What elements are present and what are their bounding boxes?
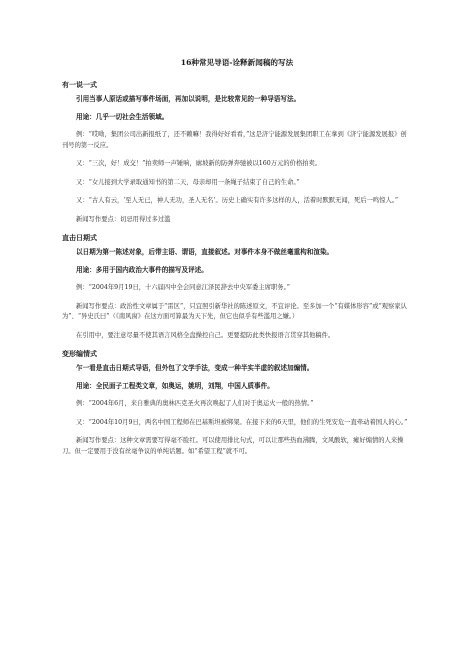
example-paragraph: 例：“哎呦，集团公司出新报纸了，还不赖嘛！我得好好看看，”这是济宁能源发展集团职工在拿到《济宁能源发展报》创刊号的第一反应。: [62, 131, 407, 149]
example-paragraph: 又：“女儿接到大学录取通知书的第二天，母亲却用一条绳子结束了自己的生命。”: [76, 178, 300, 186]
example-paragraph: 例：“2004年6月，来自雅典的奥林匹克圣火再次唤起了人们对于奥运火一般的热情。”: [76, 400, 314, 407]
document-page: [62, 58, 412, 465]
section-usage: 用途：几乎一切社会生活领域。: [76, 113, 169, 121]
section-zhiji-riqi: [62, 233, 412, 341]
section-usage: 用途：多用于国内政治大事件的描写及评述。: [76, 266, 208, 274]
writing-tip: 在引用中，要注意尽量不使其语言风格全盘操控自己。更要提防此类快报语言贯穿其他稿件。: [76, 331, 335, 339]
section-lead: 引用当事人原话或描写事件场面，再加以说明，是比较常见的一种导语写法。: [76, 95, 301, 103]
section-heading: 有一说一式: [62, 80, 97, 89]
section-lead: 乍一看是直击日期式导语，但外包了文学手法，变成一种半实半虚的叙述加煽情。: [76, 364, 314, 372]
example-paragraph: 例：“2004年9月19日，十六届四中全会同意江泽民辞去中央军委主席职务。”: [76, 284, 290, 291]
section-youyishuoyi: [62, 80, 412, 225]
writing-tip: 新闻写作要点：这种文章需要写得毫不脸红。可以使用排比句式，可以让那些热血沸腾，文风酸软，瘫好煽情的人来操刀。但一定要用于没有丝毫争议的单纯话题。如“希望工程”就不可。: [62, 437, 404, 455]
section-bianxing-bianqing: [62, 349, 412, 457]
writing-tip: 新闻写作要点：政治性文章属于“雷区”，只宜照引新华社的陈述原文，不宜评论。至多加一个“有媒体形容”或“观察家认为”、“异史氏曰”（《南风窗》在这方面可算最为天下先，但它也似乎有些滥用之嫌。）: [62, 302, 407, 320]
section-heading: 直击日期式: [62, 233, 97, 242]
document-title: 16种常见导语-诠释新闻稿的写法: [180, 58, 294, 67]
example-paragraph: 又：“2004年10月9日，两名中国工程师在巴基斯坦被绑架。在接下来的6天里，他们的生死安危一直牵动着国人的心。”: [76, 418, 408, 426]
section-heading: 变形编情式: [62, 349, 97, 358]
writing-tip: 新闻写作要点：切忌用得过多过滥: [76, 215, 171, 223]
example-paragraph: 又：“古人有云，‘至人无已，神人无功，圣人无名’。历史上确实有许多这样的人，活着时默默无闻，死后一鸣惊人。”: [76, 197, 399, 204]
section-lead: 以日期为第一陈述对象，后带主语、谓语，直接叙述。对事件本身不做丝毫重构和渲染。: [76, 248, 334, 256]
example-paragraph: 又：“三次，好！成交！”拍卖师一声锤响，廓坡新的防弹奔驰被以160万元的价格拍卖。: [76, 160, 322, 167]
section-usage: 用途：全民面子工程类文章，如奥运，姚明，刘翔，中国人质事件。: [76, 382, 274, 390]
